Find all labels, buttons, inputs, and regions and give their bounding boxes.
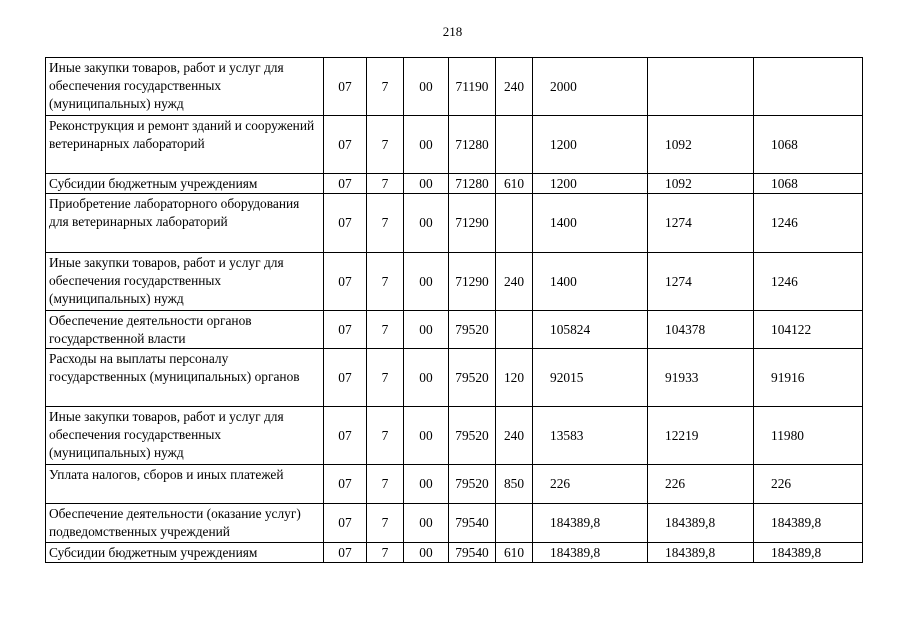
amount-year1-cell: 13583 bbox=[533, 407, 648, 465]
row-name-cell: Субсидии бюджетным учреждениям bbox=[46, 543, 324, 563]
program-cell: 00 bbox=[404, 465, 449, 504]
program-cell: 00 bbox=[404, 58, 449, 116]
amount-year3-cell: 1068 bbox=[754, 174, 863, 194]
section-cell: 07 bbox=[324, 465, 367, 504]
target-code-cell: 79520 bbox=[449, 349, 496, 407]
amount-year2-cell: 226 bbox=[648, 465, 754, 504]
row-name-cell: Обеспечение деятельности (оказание услуг) подведомственных учреждений bbox=[46, 504, 324, 543]
amount-year2-cell: 1092 bbox=[648, 174, 754, 194]
section-cell: 07 bbox=[324, 543, 367, 563]
subsection-cell: 7 bbox=[367, 349, 404, 407]
section-cell: 07 bbox=[324, 116, 367, 174]
target-code-cell: 71280 bbox=[449, 116, 496, 174]
amount-year3-cell: 1246 bbox=[754, 253, 863, 311]
table-row bbox=[46, 116, 863, 174]
page-number: 218 bbox=[442, 24, 463, 39]
amount-year3-cell bbox=[754, 58, 863, 116]
expense-type-cell bbox=[496, 311, 533, 349]
program-cell: 00 bbox=[404, 407, 449, 465]
subsection-cell: 7 bbox=[367, 465, 404, 504]
row-name-cell: Иные закупки товаров, работ и услуг для обеспечения государственных (муниципальных) нужд bbox=[46, 407, 324, 465]
row-name-cell: Субсидии бюджетным учреждениям bbox=[46, 174, 324, 194]
amount-year2-cell: 1274 bbox=[648, 253, 754, 311]
amount-year1-cell: 1400 bbox=[533, 194, 648, 253]
expense-type-cell bbox=[496, 194, 533, 253]
amount-year1-cell: 2000 bbox=[533, 58, 648, 116]
amount-year1-cell: 105824 bbox=[533, 311, 648, 349]
section-cell: 07 bbox=[324, 194, 367, 253]
table-row bbox=[46, 174, 863, 194]
expense-type-cell: 850 bbox=[496, 465, 533, 504]
subsection-cell: 7 bbox=[367, 174, 404, 194]
program-cell: 00 bbox=[404, 116, 449, 174]
target-code-cell: 79540 bbox=[449, 543, 496, 563]
expense-type-cell: 610 bbox=[496, 174, 533, 194]
amount-year1-cell: 92015 bbox=[533, 349, 648, 407]
expense-type-cell: 240 bbox=[496, 407, 533, 465]
table-row bbox=[46, 311, 863, 349]
amount-year2-cell: 104378 bbox=[648, 311, 754, 349]
table-row bbox=[46, 543, 863, 563]
amount-year1-cell: 184389,8 bbox=[533, 504, 648, 543]
target-code-cell: 71290 bbox=[449, 194, 496, 253]
amount-year1-cell: 1200 bbox=[533, 174, 648, 194]
target-code-cell: 71290 bbox=[449, 253, 496, 311]
row-name-cell: Реконструкция и ремонт зданий и сооружений ветеринарных лабораторий bbox=[46, 116, 324, 174]
table-body bbox=[46, 58, 863, 563]
subsection-cell: 7 bbox=[367, 194, 404, 253]
table-row bbox=[46, 253, 863, 311]
section-cell: 07 bbox=[324, 407, 367, 465]
program-cell: 00 bbox=[404, 349, 449, 407]
subsection-cell: 7 bbox=[367, 116, 404, 174]
expense-type-cell bbox=[496, 504, 533, 543]
amount-year2-cell: 1092 bbox=[648, 116, 754, 174]
expense-type-cell: 240 bbox=[496, 58, 533, 116]
amount-year1-cell: 226 bbox=[533, 465, 648, 504]
expense-type-cell: 610 bbox=[496, 543, 533, 563]
program-cell: 00 bbox=[404, 504, 449, 543]
amount-year3-cell: 91916 bbox=[754, 349, 863, 407]
row-name-cell: Обеспечение деятельности органов государственной власти bbox=[46, 311, 324, 349]
table-row bbox=[46, 407, 863, 465]
amount-year1-cell: 184389,8 bbox=[533, 543, 648, 563]
target-code-cell: 79520 bbox=[449, 407, 496, 465]
amount-year3-cell: 226 bbox=[754, 465, 863, 504]
section-cell: 07 bbox=[324, 58, 367, 116]
expense-type-cell: 120 bbox=[496, 349, 533, 407]
amount-year3-cell: 1068 bbox=[754, 116, 863, 174]
row-name-cell: Приобретение лабораторного оборудования для ветеринарных лабораторий bbox=[46, 194, 324, 253]
amount-year2-cell: 12219 bbox=[648, 407, 754, 465]
section-cell: 07 bbox=[324, 253, 367, 311]
section-cell: 07 bbox=[324, 349, 367, 407]
program-cell: 00 bbox=[404, 253, 449, 311]
subsection-cell: 7 bbox=[367, 58, 404, 116]
row-name-cell: Иные закупки товаров, работ и услуг для обеспечения государственных (муниципальных) нужд bbox=[46, 58, 324, 116]
target-code-cell: 71190 bbox=[449, 58, 496, 116]
table-row bbox=[46, 58, 863, 116]
section-cell: 07 bbox=[324, 504, 367, 543]
amount-year1-cell: 1200 bbox=[533, 116, 648, 174]
target-code-cell: 79520 bbox=[449, 465, 496, 504]
section-cell: 07 bbox=[324, 174, 367, 194]
subsection-cell: 7 bbox=[367, 311, 404, 349]
program-cell: 00 bbox=[404, 543, 449, 563]
amount-year2-cell: 91933 bbox=[648, 349, 754, 407]
amount-year2-cell: 1274 bbox=[648, 194, 754, 253]
target-code-cell: 79520 bbox=[449, 311, 496, 349]
amount-year2-cell: 184389,8 bbox=[648, 504, 754, 543]
expense-type-cell: 240 bbox=[496, 253, 533, 311]
amount-year3-cell: 104122 bbox=[754, 311, 863, 349]
target-code-cell: 71280 bbox=[449, 174, 496, 194]
section-cell: 07 bbox=[324, 311, 367, 349]
table-row bbox=[46, 349, 863, 407]
row-name-cell: Уплата налогов, сборов и иных платежей bbox=[46, 465, 324, 504]
target-code-cell: 79540 bbox=[449, 504, 496, 543]
expense-type-cell bbox=[496, 116, 533, 174]
amount-year1-cell: 1400 bbox=[533, 253, 648, 311]
table-row bbox=[46, 465, 863, 504]
amount-year3-cell: 184389,8 bbox=[754, 504, 863, 543]
amount-year2-cell: 184389,8 bbox=[648, 543, 754, 563]
program-cell: 00 bbox=[404, 174, 449, 194]
table-row bbox=[46, 194, 863, 253]
amount-year2-cell bbox=[648, 58, 754, 116]
subsection-cell: 7 bbox=[367, 407, 404, 465]
subsection-cell: 7 bbox=[367, 253, 404, 311]
table-row bbox=[46, 504, 863, 543]
amount-year3-cell: 184389,8 bbox=[754, 543, 863, 563]
amount-year3-cell: 11980 bbox=[754, 407, 863, 465]
row-name-cell: Расходы на выплаты персоналу государственных (муниципальных) органов bbox=[46, 349, 324, 407]
subsection-cell: 7 bbox=[367, 543, 404, 563]
budget-table bbox=[45, 57, 863, 563]
program-cell: 00 bbox=[404, 311, 449, 349]
program-cell: 00 bbox=[404, 194, 449, 253]
subsection-cell: 7 bbox=[367, 504, 404, 543]
row-name-cell: Иные закупки товаров, работ и услуг для обеспечения государственных (муниципальных) нужд bbox=[46, 253, 324, 311]
amount-year3-cell: 1246 bbox=[754, 194, 863, 253]
